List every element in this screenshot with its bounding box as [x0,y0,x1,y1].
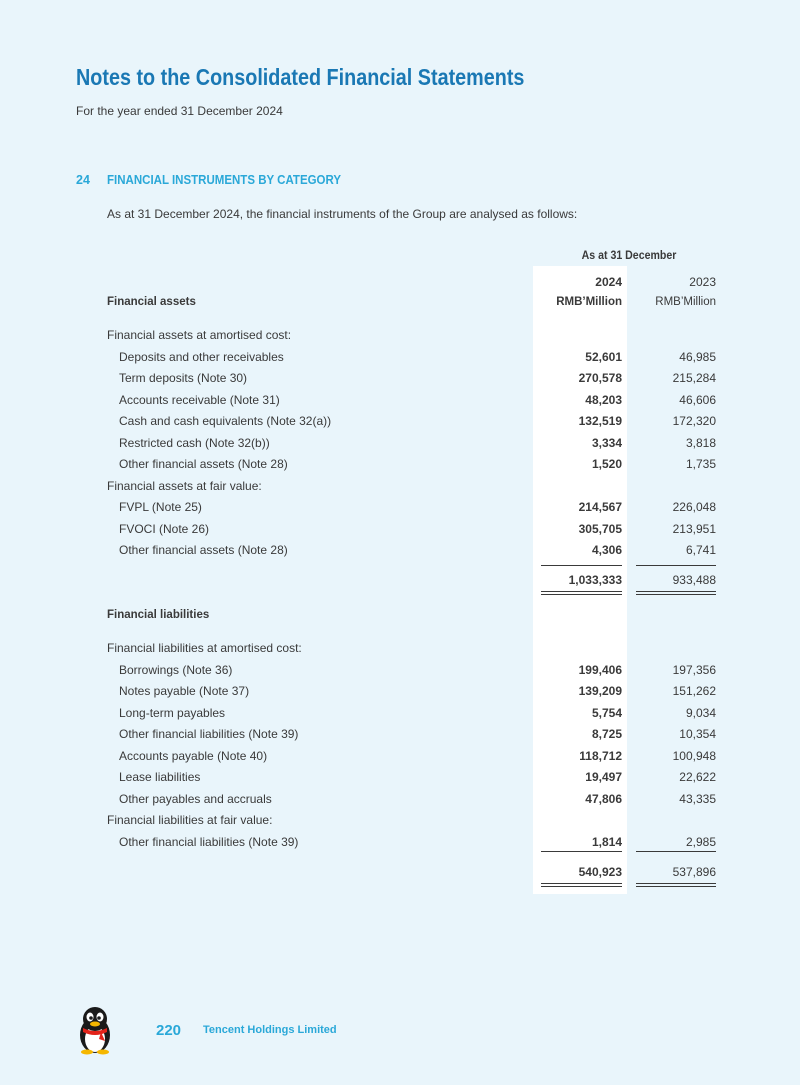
assets-heading: Financial assets [107,296,196,308]
table-cell-2024: 3,334 [591,435,622,450]
table-cell-2023: 213,951 [672,521,716,536]
table-cell-2023: 22,622 [679,770,716,784]
assets-total-2024: 1,033,333 [568,573,622,587]
table-cell-2024: 139,209 [578,684,622,698]
table-cell-2024: 305,705 [578,521,622,536]
section-title: FINANCIAL INSTRUMENTS BY CATEGORY [107,173,342,187]
table-cell-2023: 215,284 [672,371,716,385]
table-cell-2023: 9,034 [685,705,716,720]
table-row-label: Deposits and other receivables [119,349,284,364]
table-cell-2023: 151,262 [672,684,716,698]
assets-subtotal-line-2024 [541,565,622,566]
year-2024-header: 2024 [595,275,622,289]
assets-subtotal-line-2023 [636,565,716,566]
table-cell-2024: 118,712 [579,748,622,763]
table-cell-2023: 197,356 [672,662,716,677]
table-cell-2024: 1,814 [591,834,622,849]
company-name: Tencent Holdings Limited [203,1024,337,1036]
table-row-label: Restricted cash (Note 32(b)) [119,435,270,450]
table-row-label: Accounts receivable (Note 31) [119,392,280,407]
liabilities-subtotal-line-2023 [636,851,716,852]
table-cell-2024: 4,306 [591,543,622,557]
table-cell-2024: 8,725 [591,727,622,741]
table-cell-2024: 270,578 [578,371,622,385]
table-row-label: Other financial assets (Note 28) [119,543,288,557]
table-cell-2023: 46,606 [679,392,716,407]
table-cell-2023: 2,985 [685,834,716,849]
table-row-label: Cash and cash equivalents (Note 32(a)) [119,414,332,428]
table-cell-2024: 214,567 [578,500,622,514]
table-row-label: Borrowings (Note 36) [119,662,233,677]
section-intro: As at 31 December 2024, the financial instruments of the Group are analysed as follows: [107,207,578,221]
penguin-mascot-icon [74,1005,116,1055]
table-cell-2023: 172,320 [672,414,716,428]
period-header: As at 31 December [581,250,677,262]
table-cell-2023: 10,354 [679,727,716,741]
table-cell-2023: 1,735 [685,457,716,471]
assets-total-double-line-2023 [636,591,716,595]
unit-2024: RMB’Million [556,296,622,308]
year-2023-header: 2023 [689,275,716,289]
table-cell-2023: 43,335 [679,791,716,806]
table-row-label: Other financial assets (Note 28) [119,457,288,471]
table-row-label: Accounts payable (Note 40) [119,748,268,763]
table-cell-2024: 47,806 [585,791,622,806]
table-row-label: Financial assets at fair value: [107,478,262,493]
table-cell-2023: 226,048 [672,500,716,514]
liabilities-total-2024: 540,923 [578,865,622,879]
liabilities-heading: Financial liabilities [107,609,210,621]
table-cell-2023: 46,985 [679,349,716,364]
table-row-label: Financial assets at amortised cost: [107,328,292,342]
liabilities-total-double-line-2023 [636,883,716,887]
table-row-label: Other financial liabilities (Note 39) [119,834,299,849]
table-cell-2024: 1,520 [591,457,622,471]
table-row-label: FVOCI (Note 26) [119,521,210,536]
liabilities-total-2023: 537,896 [672,865,716,879]
liabilities-subtotal-line-2024 [541,851,622,852]
table-row-label: Term deposits (Note 30) [119,371,248,385]
table-row-label: Long-term payables [119,705,226,720]
table-row-label: Other financial liabilities (Note 39) [119,727,299,741]
table-cell-2024: 5,754 [591,705,622,720]
table-row-label: Financial liabilities at fair value: [107,813,273,827]
page-title: Notes to the Consolidated Financial Statements [76,64,525,90]
table-row-label: Notes payable (Note 37) [119,684,250,698]
table-row-label: Financial liabilities at amortised cost: [107,641,302,655]
page-subtitle: For the year ended 31 December 2024 [76,104,283,118]
table-cell-2024: 19,497 [585,770,622,784]
table-row-label: Lease liabilities [119,770,201,784]
table-row-label: FVPL (Note 25) [119,500,202,514]
unit-2023: RMB’Million [655,296,716,308]
liabilities-total-double-line-2024 [541,883,622,887]
assets-total-double-line-2024 [541,591,622,595]
assets-total-2023: 933,488 [672,573,716,587]
table-cell-2024: 132,519 [578,414,622,428]
table-cell-2024: 199,406 [578,662,622,677]
table-row-label: Other payables and accruals [119,791,272,806]
table-cell-2023: 100,948 [672,748,716,763]
table-cell-2024: 48,203 [585,392,622,407]
table-cell-2024: 52,601 [585,349,622,364]
table-cell-2023: 6,741 [685,543,716,557]
section-number: 24 [76,173,90,187]
page-number: 220 [156,1022,182,1039]
table-cell-2023: 3,818 [685,435,716,450]
